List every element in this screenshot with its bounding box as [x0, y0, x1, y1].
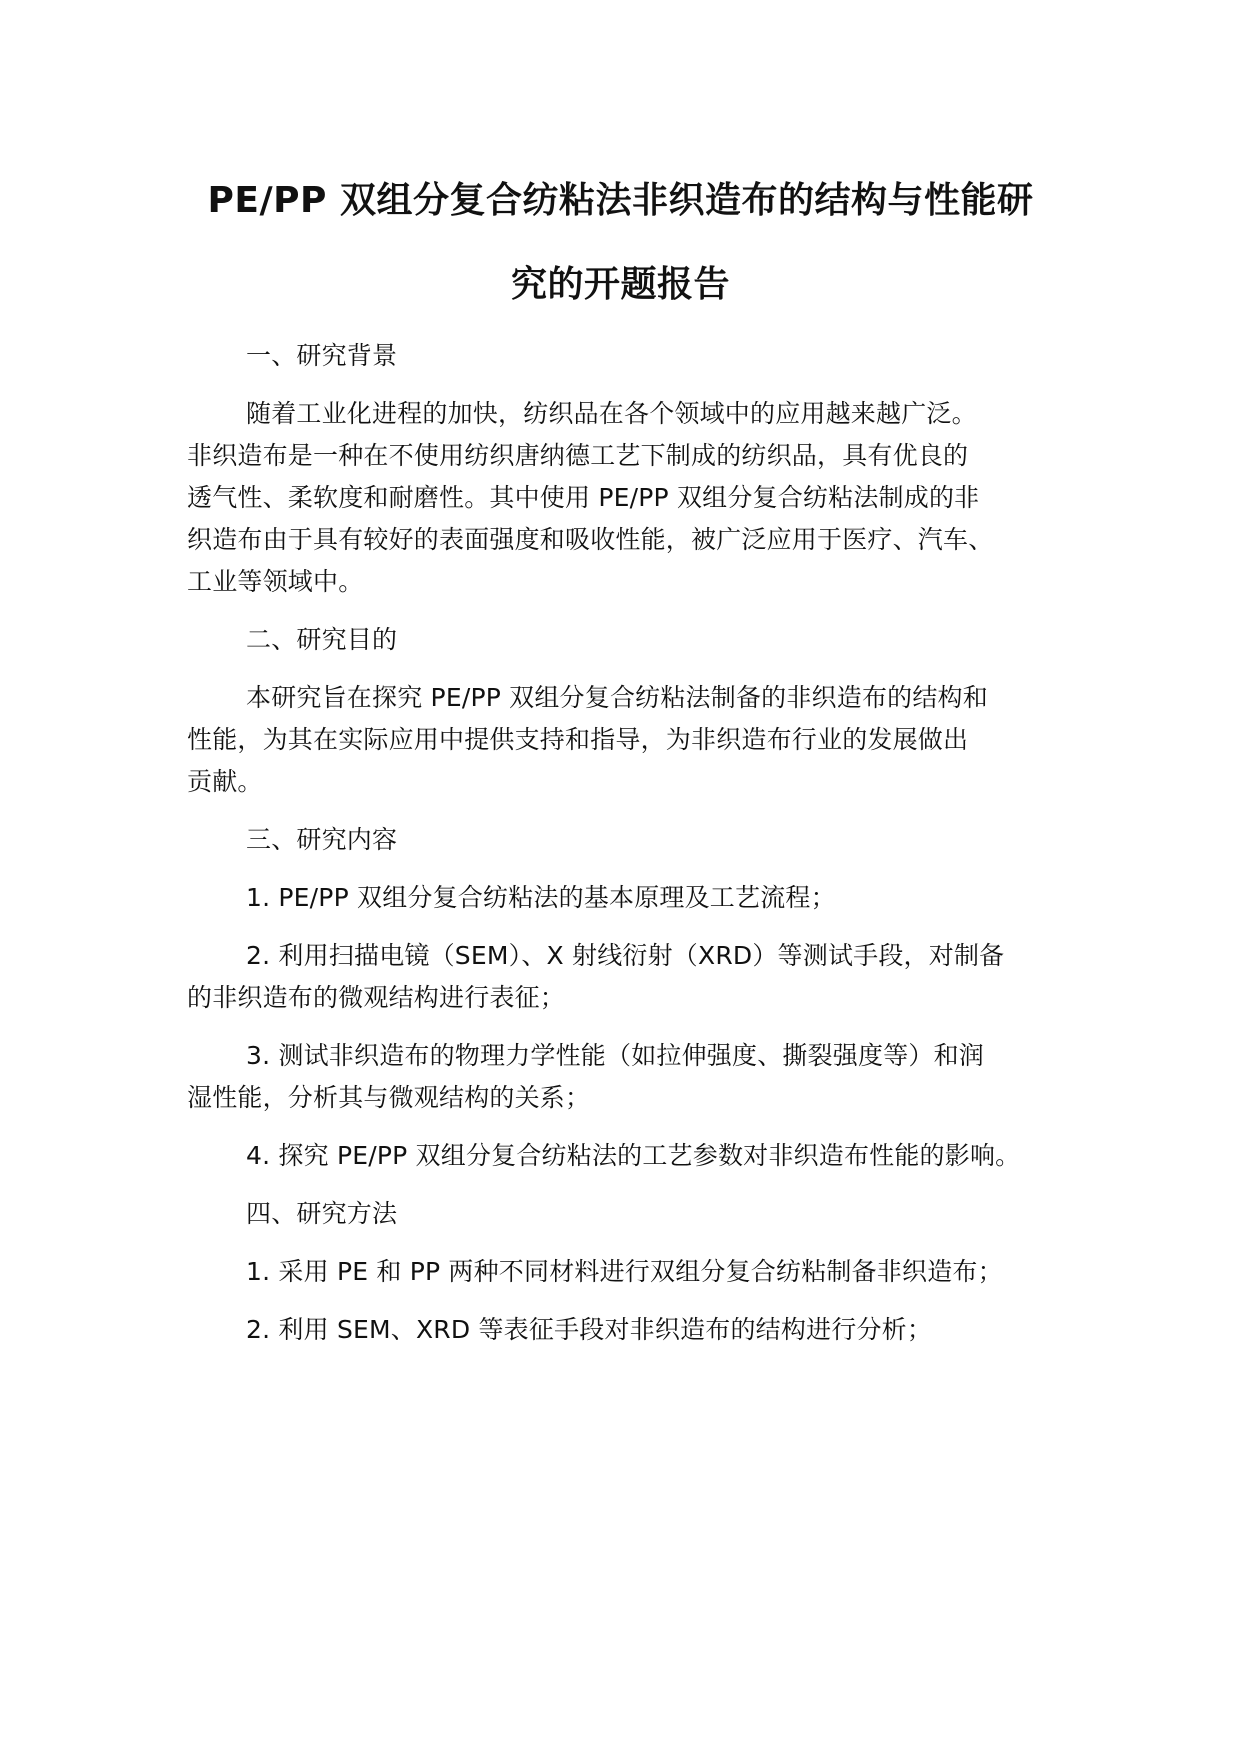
list-item: 2. 利用扫描电镜（SEM）、X 射线衍射（XRD）等测试手段，对制备 — [246, 941, 1005, 970]
list-item: 2. 利用 SEM、XRD 等表征手段对非织造布的结构进行分析； — [246, 1315, 933, 1344]
paragraph-line: 工业等领域中。 — [187, 567, 364, 596]
paragraph-line: 透气性、柔软度和耐磨性。其中使用 PE/PP 双组分复合纺粘法制成的非 — [187, 483, 980, 512]
section-heading-background: 一、研究背景 — [246, 341, 398, 370]
list-item: 1. 采用 PE 和 PP 两种不同材料进行双组分复合纺粘制备非织造布； — [246, 1257, 1003, 1286]
list-item: 3. 测试非织造布的物理力学性能（如拉伸强度、撕裂强度等）和润 — [246, 1041, 985, 1070]
paragraph-line: 本研究旨在探究 PE/PP 双组分复合纺粘法制备的非织造布的结构和 — [246, 683, 988, 712]
list-item: 4. 探究 PE/PP 双组分复合纺粘法的工艺参数对非织造布性能的影响。 — [246, 1141, 1021, 1170]
section-heading-purpose: 二、研究目的 — [246, 625, 398, 654]
document-title-line-2: 究的开题报告 — [510, 264, 730, 305]
paragraph-line: 随着工业化进程的加快，纺织品在各个领域中的应用越来越广泛。 — [246, 399, 977, 428]
list-item: 1. PE/PP 双组分复合纺粘法的基本原理及工艺流程； — [246, 883, 836, 912]
list-item-continuation: 的非织造布的微观结构进行表征； — [187, 983, 566, 1012]
paragraph-line: 织造布由于具有较好的表面强度和吸收性能，被广泛应用于医疗、汽车、 — [187, 525, 994, 554]
section-heading-method: 四、研究方法 — [246, 1199, 398, 1228]
paragraph-line: 贡献。 — [187, 767, 263, 796]
section-heading-content: 三、研究内容 — [246, 825, 398, 854]
list-item-continuation: 湿性能，分析其与微观结构的关系； — [187, 1083, 591, 1112]
document-title-line-1: PE/PP 双组分复合纺粘法非织造布的结构与性能研 — [207, 180, 1034, 221]
paragraph-line: 非织造布是一种在不使用纺织唐纳德工艺下制成的纺织品，具有优良的 — [187, 441, 969, 470]
paragraph-line: 性能，为其在实际应用中提供支持和指导，为非织造布行业的发展做出 — [187, 725, 969, 754]
